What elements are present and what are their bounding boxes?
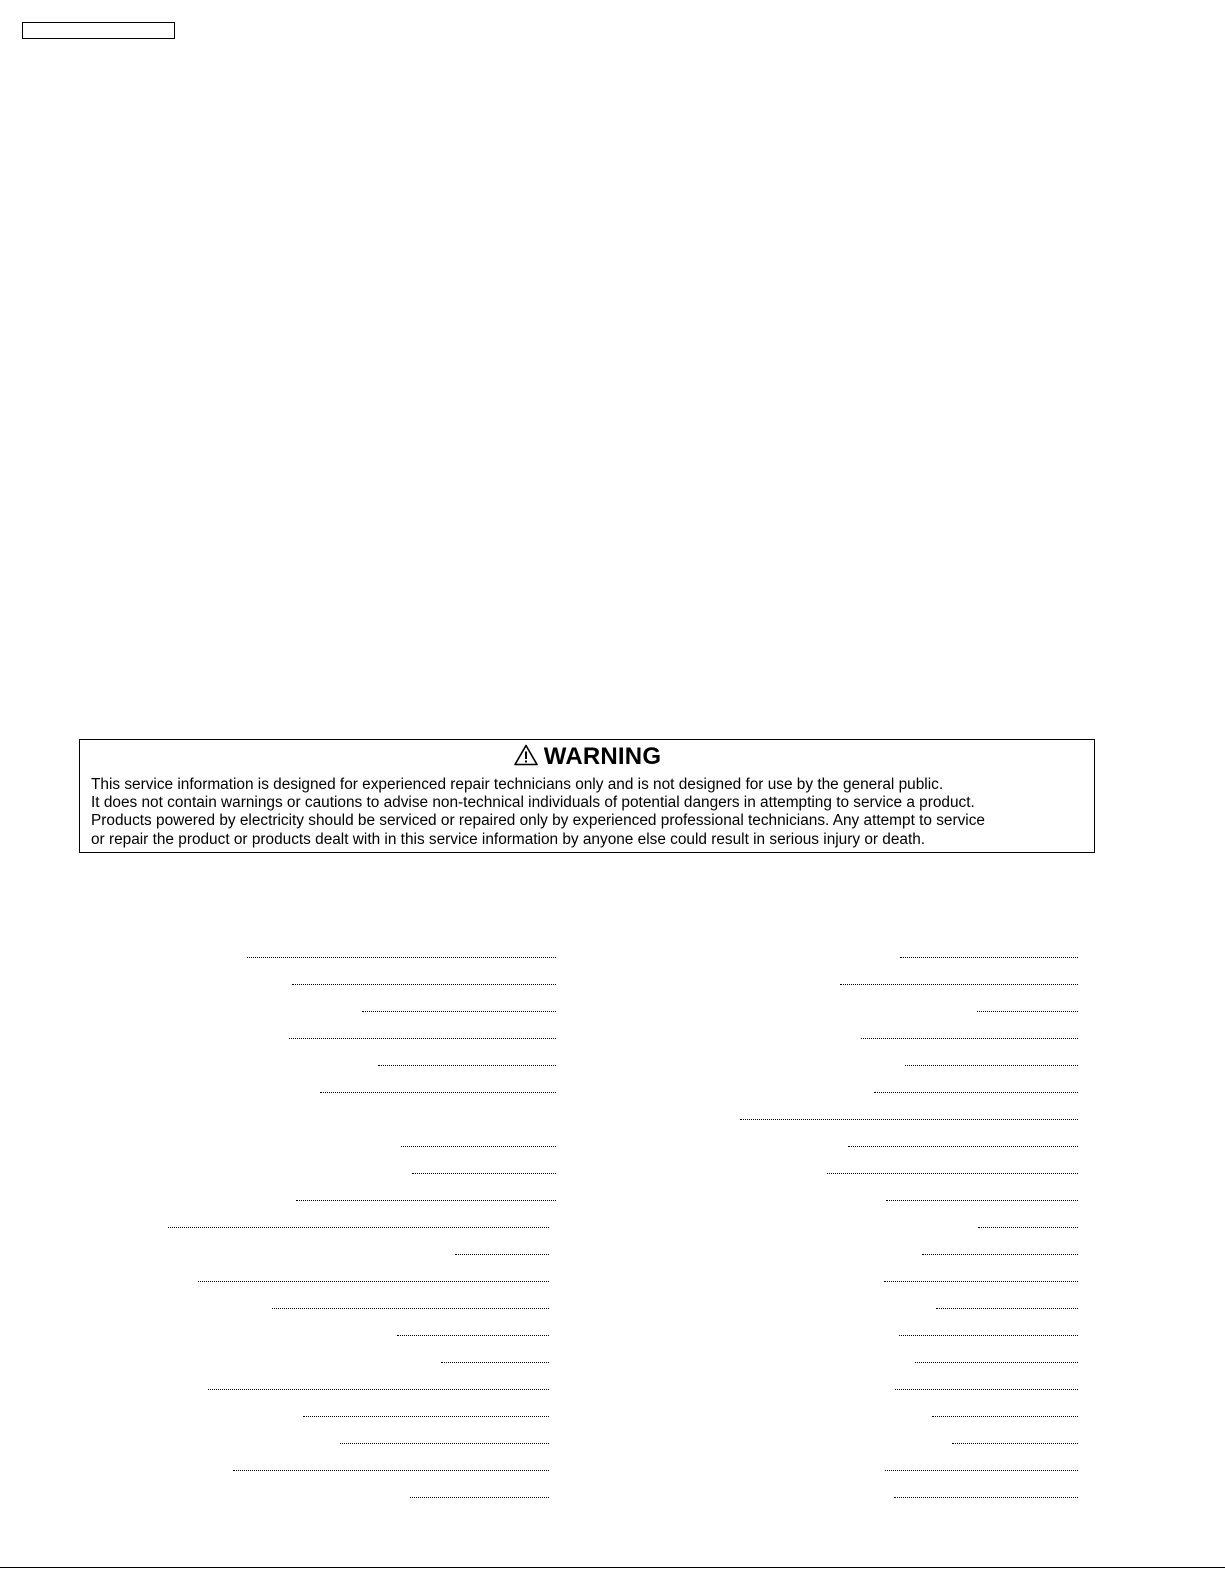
toc-leader — [296, 1200, 556, 1201]
toc-leader — [292, 984, 556, 985]
toc-leader — [899, 1335, 1078, 1336]
toc-leader — [289, 1038, 556, 1039]
toc-leader — [410, 1497, 549, 1498]
toc-leader — [208, 1389, 549, 1390]
toc-leader — [886, 1200, 1078, 1201]
warning-title-text: WARNING — [543, 743, 662, 770]
toc-leader — [894, 1497, 1078, 1498]
toc-leader — [340, 1443, 549, 1444]
warning-line: This service information is designed for experienced repair technicians only and is not designed for use by the general public. — [91, 776, 944, 793]
toc-leader — [922, 1254, 1078, 1255]
toc-leader — [412, 1173, 556, 1174]
toc-leader — [978, 1227, 1078, 1228]
toc-leader — [977, 1011, 1078, 1012]
toc-leader — [936, 1308, 1078, 1309]
toc-leader — [303, 1416, 549, 1417]
warning-box — [79, 739, 1095, 853]
toc-leader — [397, 1335, 549, 1336]
toc-leader — [848, 1146, 1078, 1147]
toc-leader — [198, 1281, 549, 1282]
warning-line: It does not contain warnings or cautions to advise non-technical individuals of potential dangers in attempting to service a product. — [91, 794, 975, 812]
toc-leader — [272, 1308, 549, 1309]
toc-leader — [320, 1092, 556, 1093]
toc-leader — [861, 1038, 1078, 1039]
warning-line: or repair the product or products dealt with in this service information by anyone else could result in serious injury or death. — [91, 830, 926, 848]
toc-leader — [362, 1011, 556, 1012]
toc-leader — [740, 1119, 1078, 1120]
toc-leader — [915, 1362, 1078, 1363]
toc-leader — [827, 1173, 1078, 1174]
toc-leader — [884, 1281, 1078, 1282]
toc-leader — [455, 1254, 549, 1255]
toc-leader — [952, 1443, 1078, 1444]
toc-leader — [401, 1146, 556, 1147]
toc-leader — [885, 1470, 1078, 1471]
toc-leader — [840, 984, 1078, 985]
model-number-box — [22, 22, 175, 39]
toc-leader — [874, 1092, 1078, 1093]
toc-leader — [233, 1470, 549, 1471]
toc-leader — [900, 957, 1078, 958]
toc-leader — [895, 1389, 1078, 1390]
footer-rule — [0, 1567, 1225, 1568]
toc-leader — [247, 957, 556, 958]
warning-triangle-icon — [514, 744, 538, 773]
warning-line: Products powered by electricity should be serviced or repaired only by experienced professional technicians. Any attempt to service — [91, 812, 985, 830]
toc-leader — [168, 1227, 549, 1228]
toc-leader — [378, 1065, 556, 1066]
toc-leader — [441, 1362, 549, 1363]
warning-body — [91, 776, 1084, 849]
warning-title — [91, 743, 1084, 773]
toc-leader — [932, 1416, 1078, 1417]
toc-leader — [905, 1065, 1078, 1066]
